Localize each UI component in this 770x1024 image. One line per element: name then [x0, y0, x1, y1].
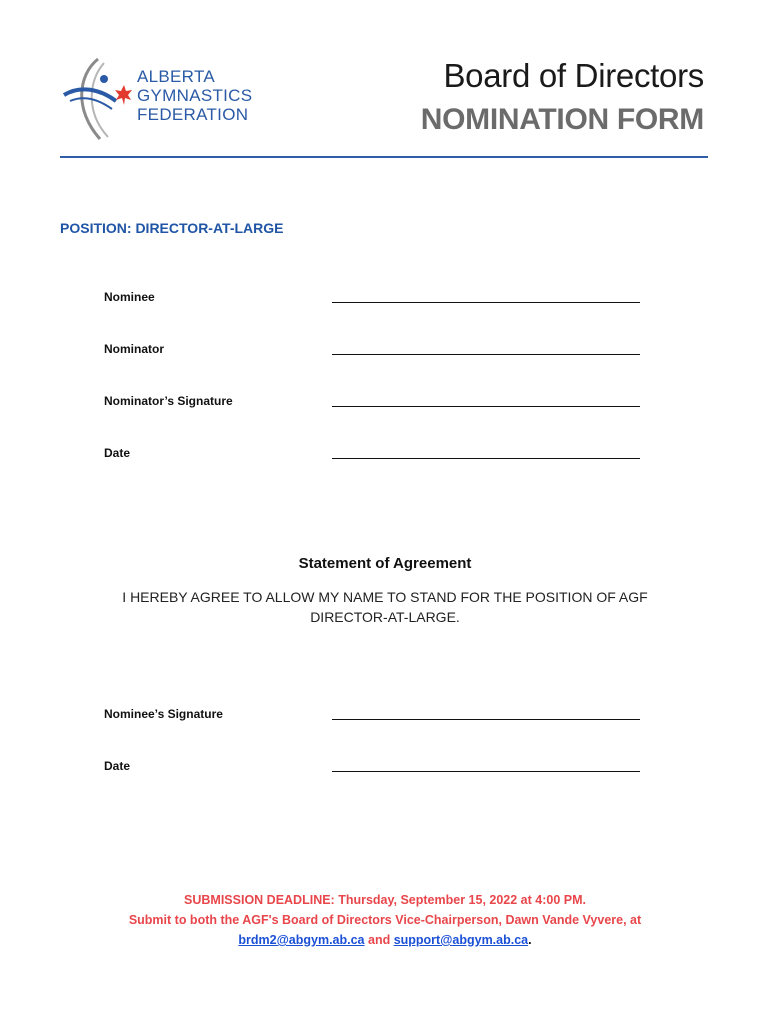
- form-subtitle: NOMINATION FORM: [420, 103, 704, 136]
- logo-line-2: GYMNASTICS: [137, 86, 253, 105]
- form-title-block: [421, 56, 704, 140]
- signature-date-field: [104, 759, 644, 779]
- nominator-signature-field: [104, 394, 644, 414]
- vice-chair-email-link[interactable]: brdm2@abgym.ab.ca: [238, 933, 365, 947]
- logo-line-3: FEDERATION: [137, 105, 249, 124]
- signature-date-input-line[interactable]: [332, 771, 640, 772]
- submission-deadline: [0, 890, 770, 950]
- nominee-signature-input-line[interactable]: [332, 719, 640, 720]
- nominee-input-line[interactable]: [332, 302, 640, 303]
- submit-instructions: Submit to both the AGF's Board of Directors Vice-Chairperson, Dawn Vande Vyvere, at: [128, 913, 642, 927]
- header-divider: [60, 156, 708, 158]
- field-label: Nominee: [104, 290, 155, 304]
- date-field: [104, 446, 644, 466]
- closing-period: .: [528, 933, 532, 947]
- logo-line-1: ALBERTA: [137, 67, 216, 86]
- gymnast-logo-icon: [60, 55, 140, 145]
- field-label: Nominator’s Signature: [104, 394, 233, 408]
- nominator-signature-input-line[interactable]: [332, 406, 640, 407]
- email-connector: and: [364, 933, 394, 947]
- nominator-input-line[interactable]: [332, 354, 640, 355]
- deadline-line: SUBMISSION DEADLINE: Thursday, September 15, 2022 at 4:00 PM.: [184, 893, 586, 907]
- agreement-body: I HEREBY AGREE TO ALLOW MY NAME TO STAND FOR THE POSITION OF AGF DIRECTOR-AT-LARGE.: [122, 589, 648, 625]
- support-email-link[interactable]: support@abgym.ab.ca: [393, 933, 529, 947]
- nominee-field: [104, 290, 644, 310]
- form-title: Board of Directors: [443, 57, 704, 94]
- field-label: Nominee’s Signature: [104, 707, 223, 721]
- agreement-title: Statement of Agreement: [298, 555, 472, 572]
- nominator-field: [104, 342, 644, 362]
- date-input-line[interactable]: [332, 458, 640, 459]
- position-heading: POSITION: DIRECTOR-AT-LARGE: [60, 220, 284, 236]
- field-label: Date: [104, 759, 131, 773]
- logo-wordmark: [137, 67, 252, 124]
- contact-emails: [0, 930, 770, 950]
- field-label: Date: [104, 446, 131, 460]
- agf-logo: [60, 55, 290, 145]
- field-label: Nominator: [104, 342, 164, 356]
- nominee-signature-field: [104, 707, 644, 727]
